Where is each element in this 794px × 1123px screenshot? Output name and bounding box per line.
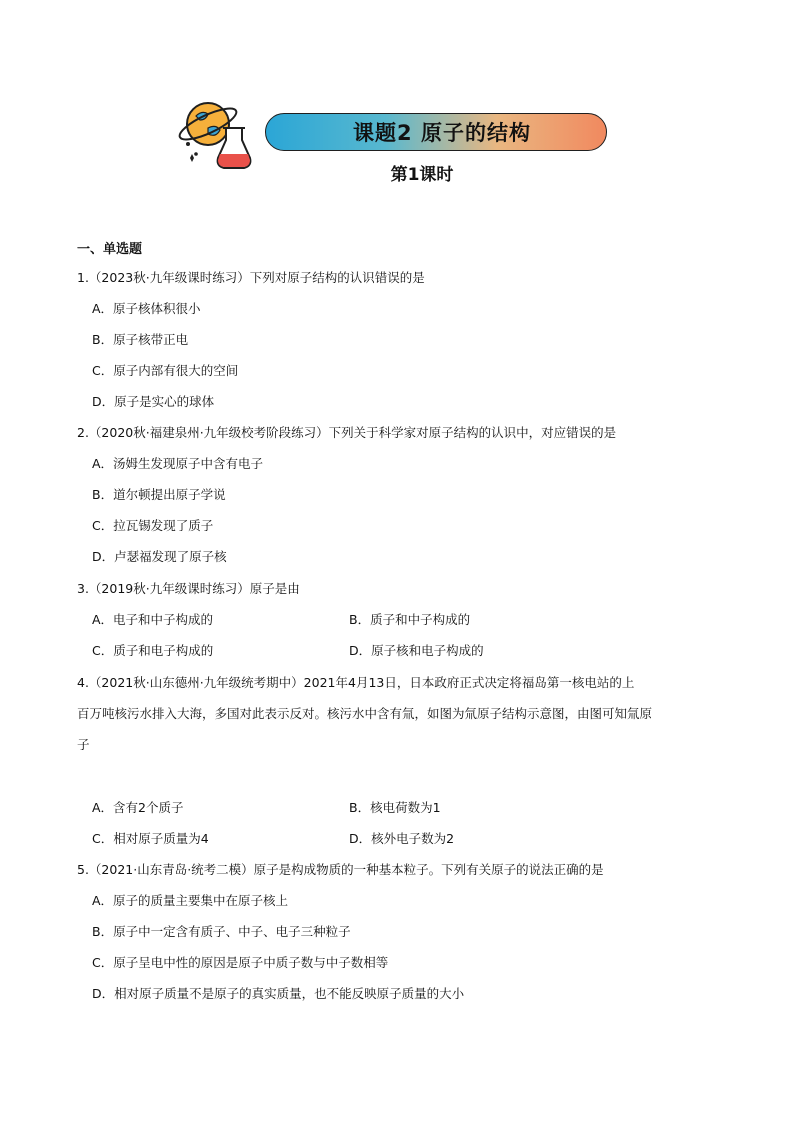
- question-stem: 3.（2019秋·九年级课时练习）原子是由: [77, 581, 300, 596]
- question-stem: 1.（2023秋·九年级课时练习）下列对原子结构的认识错误的是: [77, 270, 425, 285]
- option: C．质子和电子构成的: [92, 643, 214, 658]
- option: D．卢瑟福发现了原子核: [92, 549, 227, 564]
- title-banner: [265, 113, 607, 151]
- option: C．原子内部有很大的空间: [92, 363, 239, 378]
- option: B．原子核带正电: [92, 332, 189, 347]
- option: B．原子中一定含有质子、中子、电子三种粒子: [92, 924, 351, 939]
- option: A．汤姆生发现原子中含有电子: [92, 456, 264, 471]
- option: A．含有2个质子: [92, 800, 184, 815]
- option: B．质子和中子构成的: [349, 612, 471, 627]
- question-stem: 5.（2021·山东青岛·统考二模）原子是构成物质的一种基本粒子。下列有关原子的说法正确的是: [77, 862, 604, 877]
- option: C．拉瓦锡发现了质子: [92, 518, 214, 533]
- option: A．原子核体积很小: [92, 301, 201, 316]
- option: B．道尔顿提出原子学说: [92, 487, 226, 502]
- option: D．原子核和电子构成的: [349, 643, 484, 658]
- page-subtitle: 第1课时: [390, 165, 454, 185]
- option: D．原子是实心的球体: [92, 394, 215, 409]
- question-stem-line: 子: [77, 737, 90, 752]
- option: D．核外电子数为2: [349, 831, 455, 846]
- option: C．相对原子质量为4: [92, 831, 209, 846]
- question-stem: 2.（2020秋·福建泉州·九年级校考阶段练习）下列关于科学家对原子结构的认识中，对应错误的是: [77, 425, 617, 440]
- option: A．电子和中子构成的: [92, 612, 214, 627]
- question-stem-line: 百万吨核污水排入大海，多国对此表示反对。核污水中含有氚，如图为氚原子结构示意图，由图可知氚原: [77, 706, 653, 721]
- option: C．原子呈电中性的原因是原子中质子数与中子数相等: [92, 955, 389, 970]
- page-title: 课题2 原子的结构: [353, 121, 531, 145]
- page-header: [0, 0, 794, 200]
- option: A．原子的质量主要集中在原子核上: [92, 893, 289, 908]
- option: B．核电荷数为1: [349, 800, 441, 815]
- question-stem-line: 4.（2021秋·山东德州·九年级统考期中）2021年4月13日，日本政府正式决定将福岛第一核电站的上: [77, 675, 635, 690]
- option: D．相对原子质量不是原子的真实质量，也不能反映原子质量的大小: [92, 986, 465, 1001]
- section-title: 一、单选题: [77, 242, 143, 257]
